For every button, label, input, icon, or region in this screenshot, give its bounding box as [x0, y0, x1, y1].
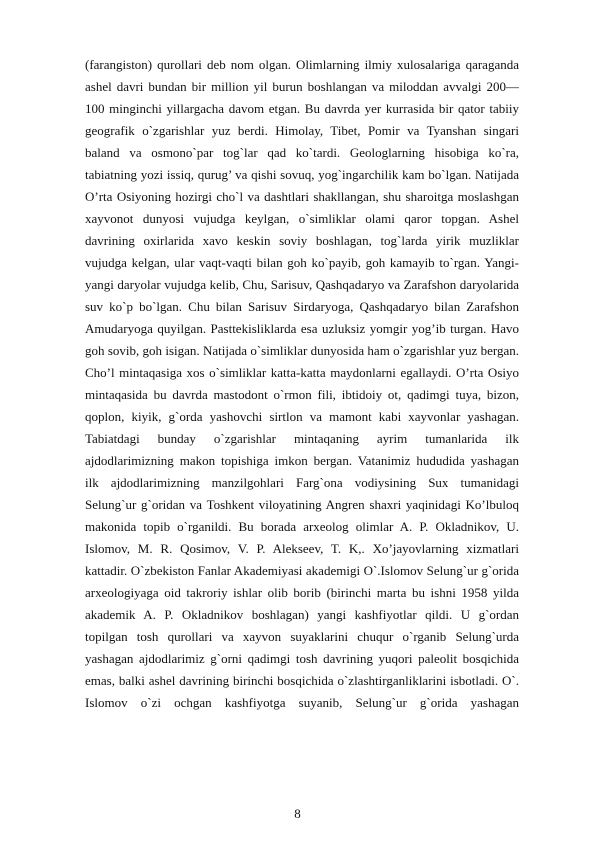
text-line: baland va osmono`par tog`lar qad ko`tardi. Geologlarning hisobiga ko`ra, — [85, 145, 519, 160]
text-line: xayvonot dunyosi vujudga keylgan, o`simliklar olami qaror topgan. Ashel — [85, 211, 519, 226]
text-line: Amudaryoga quyilgan. Pasttekisliklarda esa uzluksiz yomgir yog’ib turgan. Havo — [85, 321, 519, 336]
text-line: Selung`ur g`oridan va Toshkent viloyatining Angren shaxri yaqinidagi Ko’lbuloq — [85, 497, 519, 512]
text-line: goh sovib, goh isigan. Natijada o`simliklar dunyosida ham o`zgarishlar yuz bergan. — [85, 343, 519, 358]
text-line: geografik o`zgarishlar yuz berdi. Himolay, Tibet, Pomir va Tyanshan singari — [85, 123, 519, 138]
text-line: ashel davri bundan bir million yil burun boshlangan va miloddan avvalgi 200— — [85, 79, 519, 94]
text-line: Tabiatdagi bunday o`zgarishlar mintaqaning ayrim tumanlarida ilk — [85, 431, 519, 446]
text-line: kattadir. O`zbekiston Fanlar Akademiyasi akademigi O`.Islomov Selung`ur g`orida — [85, 563, 519, 578]
text-line: topilgan tosh qurollari va xayvon suyaklarini chuqur o`rganib Selung`urda — [85, 629, 519, 644]
text-line: ajdodlarimizning makon topishiga imkon bergan. Vatanimiz hududida yashagan — [85, 453, 519, 468]
text-line: (farangiston) qurollari deb nom olgan. Olimlarning ilmiy xulosalariga qaraganda — [85, 57, 519, 72]
text-line: Islomov, M. R. Qosimov, V. P. Alekseev, T. K,. Xo’jayovlarning xizmatlari — [85, 541, 519, 556]
text-line: ilk ajdodlarimizning manzilgohlari Farg`ona vodiysining Sux tumanidagi — [85, 475, 519, 490]
text-line: mintaqasida bu davrda mastodont o`rmon fili, ibtidoiy ot, qadimgi tuya, bizon, — [85, 387, 519, 402]
text-line: Cho’l mintaqasiga xos o`simliklar katta-katta maydonlarni egallaydi. O’rta Osiyo — [85, 365, 519, 380]
text-line: yashagan ajdodlarimiz g`orni qadimgi tosh davrining yuqori paleolit bosqichida — [85, 651, 519, 666]
text-line: vujudga kelgan, ular vaqt-vaqti bilan goh ko`payib, goh kamayib to`rgan. Yangi- — [85, 255, 519, 270]
text-line: qoplon, kiyik, g`orda yashovchi sirtlon va mamont kabi xayvonlar yashagan. — [85, 409, 519, 424]
text-line: O’rta Osiyoning hozirgi cho`l va dashtlari shakllangan, shu sharoitga moslashgan — [85, 189, 519, 204]
text-line: makonida topib o`rganildi. Bu borada arxeolog olimlar A. P. Okladnikov, U. — [85, 519, 519, 534]
text-line: tabiatning yozi issiq, qurug’ va qishi sovuq, yog`ingarchilik kam bo`lgan. Natijada — [85, 167, 519, 182]
page-number: 8 — [294, 806, 301, 821]
text-line: akademik A. P. Okladnikov boshlagan) yangi kashfiyotlar qildi. U g`ordan — [85, 607, 519, 622]
text-line: emas, balki ashel davrining birinchi bosqichida o`zlashtirganliklarini isbotladi. O`. — [85, 673, 519, 688]
text-line: 100 minginchi yillargacha davom etgan. Bu davrda yer kurrasida bir qator tabiiy — [85, 101, 519, 116]
text-line: yangi daryolar vujudga kelib, Chu, Sarisuv, Qashqadaryo va Zarafshon daryolarida — [85, 277, 519, 292]
text-line: suv ko`p bo`lgan. Chu bilan Sarisuv Sirdaryoga, Qashqadaryo bilan Zarafshon — [85, 299, 519, 314]
text-line: Islomov o`zi ochgan kashfiyotga suyanib, Selung`ur g`orida yashagan — [85, 695, 519, 710]
text-line: arxeologiyaga oid takroriy ishlar olib borib (birinchi marta bu ishni 1958 yilda — [85, 585, 519, 600]
document-body — [85, 54, 519, 714]
text-line: davrining oxirlarida xavo keskin soviy boshlagan, tog`larda yirik muzliklar — [85, 233, 519, 248]
